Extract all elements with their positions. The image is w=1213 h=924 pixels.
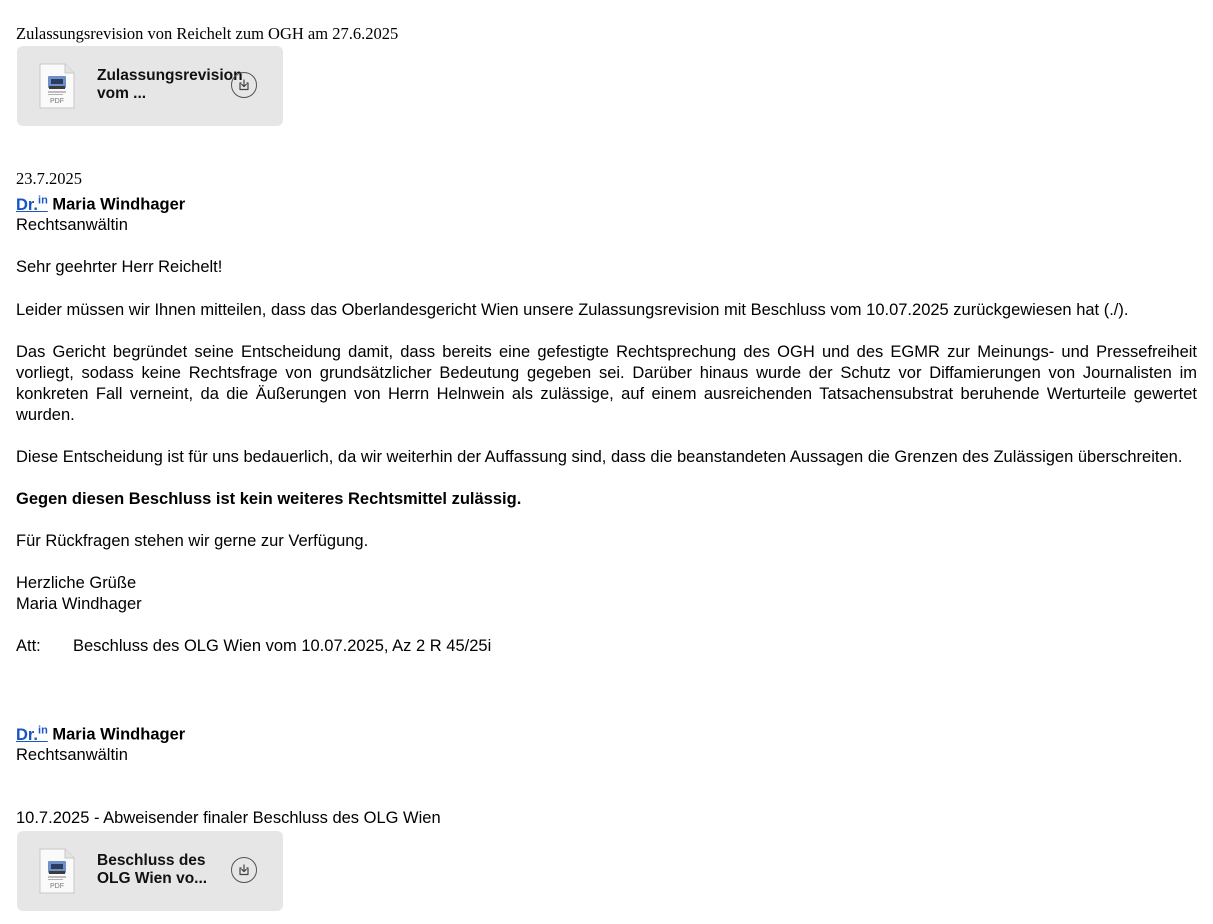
sender-name: Maria Windhager xyxy=(52,195,186,214)
pdf-type-label: PDF xyxy=(50,98,64,105)
attachment-note xyxy=(16,636,1197,657)
att-value: Beschluss des OLG Wien vom 10.07.2025, Az 2 R 45/25i xyxy=(73,637,492,655)
letter-date: 23.7.2025 xyxy=(16,169,82,188)
pdf-file-icon xyxy=(39,848,75,894)
paragraph: Diese Entscheidung ist für uns bedauerlich, da wir weiterhin der Auffassung sind, dass die beanstandeten Aussagen die Grenzen des Zulässigen überschreiten. xyxy=(16,448,1183,466)
signature-name: Maria Windhager xyxy=(52,725,186,744)
sender-line xyxy=(16,194,185,215)
download-button[interactable] xyxy=(231,857,257,883)
signature-title-link[interactable]: Dr.$^{in}$ xyxy=(16,724,48,744)
signature-role: Rechtsanwältin xyxy=(16,746,128,764)
pdf-type-label: PDF xyxy=(50,883,64,890)
download-icon xyxy=(238,864,250,876)
paragraph: Für Rückfragen stehen wir gerne zur Verfügung. xyxy=(16,532,369,550)
att-label: Att: xyxy=(16,637,41,655)
closing: Herzliche Grüße xyxy=(16,574,137,592)
notice-bold: Gegen diesen Beschluss ist kein weiteres Rechtsmittel zulässig. xyxy=(16,490,522,508)
sender-role: Rechtsanwältin xyxy=(16,216,128,234)
section-heading: 10.7.2025 - Abweisender finaler Beschluss des OLG Wien xyxy=(16,809,441,827)
section-heading: Zulassungsrevision von Reichelt zum OGH am 27.6.2025 xyxy=(16,24,399,43)
attachment-name[interactable]: Zulassungsrevision vom ... xyxy=(97,67,243,102)
pdf-file-icon xyxy=(39,63,75,109)
paragraph: Leider müssen wir Ihnen mitteilen, dass das Oberlandesgericht Wien unsere Zulassungsrevision mit Beschluss vom 10.07.2025 zurückgewiesen hat (./). xyxy=(16,301,1129,319)
attachment-card[interactable] xyxy=(17,831,283,911)
attachment-name[interactable]: Beschluss des OLG Wien vo... xyxy=(97,852,208,887)
paragraph: Das Gericht begründet seine Entscheidung damit, dass bereits eine gefestigte Rechtsprechung des OGH und des EGMR zur Meinungs- und Pressefreiheit vorliegt, sodass keine Rechtsfrage von grundsätzlicher Bedeutung gegeben sei. Darüber hinaus wurde der Schutz vor Diffamierungen von Journalisten im konkreten Fall verneint, da die Äußerungen von Herrn Helnwein als zulässige, auf einem ausreichenden Tatsachensubstrat beruhende Werturteile gewertet wurden. xyxy=(16,343,1197,424)
sender-title-link[interactable]: Dr.$^{in}$ xyxy=(16,194,48,214)
download-button[interactable] xyxy=(231,72,257,98)
signature-line xyxy=(16,724,185,745)
attachment-card[interactable] xyxy=(17,46,283,126)
letter-body xyxy=(16,300,1197,657)
download-icon xyxy=(238,79,250,91)
closing-name: Maria Windhager xyxy=(16,595,142,613)
greeting: Sehr geehrter Herr Reichelt! xyxy=(16,258,223,276)
